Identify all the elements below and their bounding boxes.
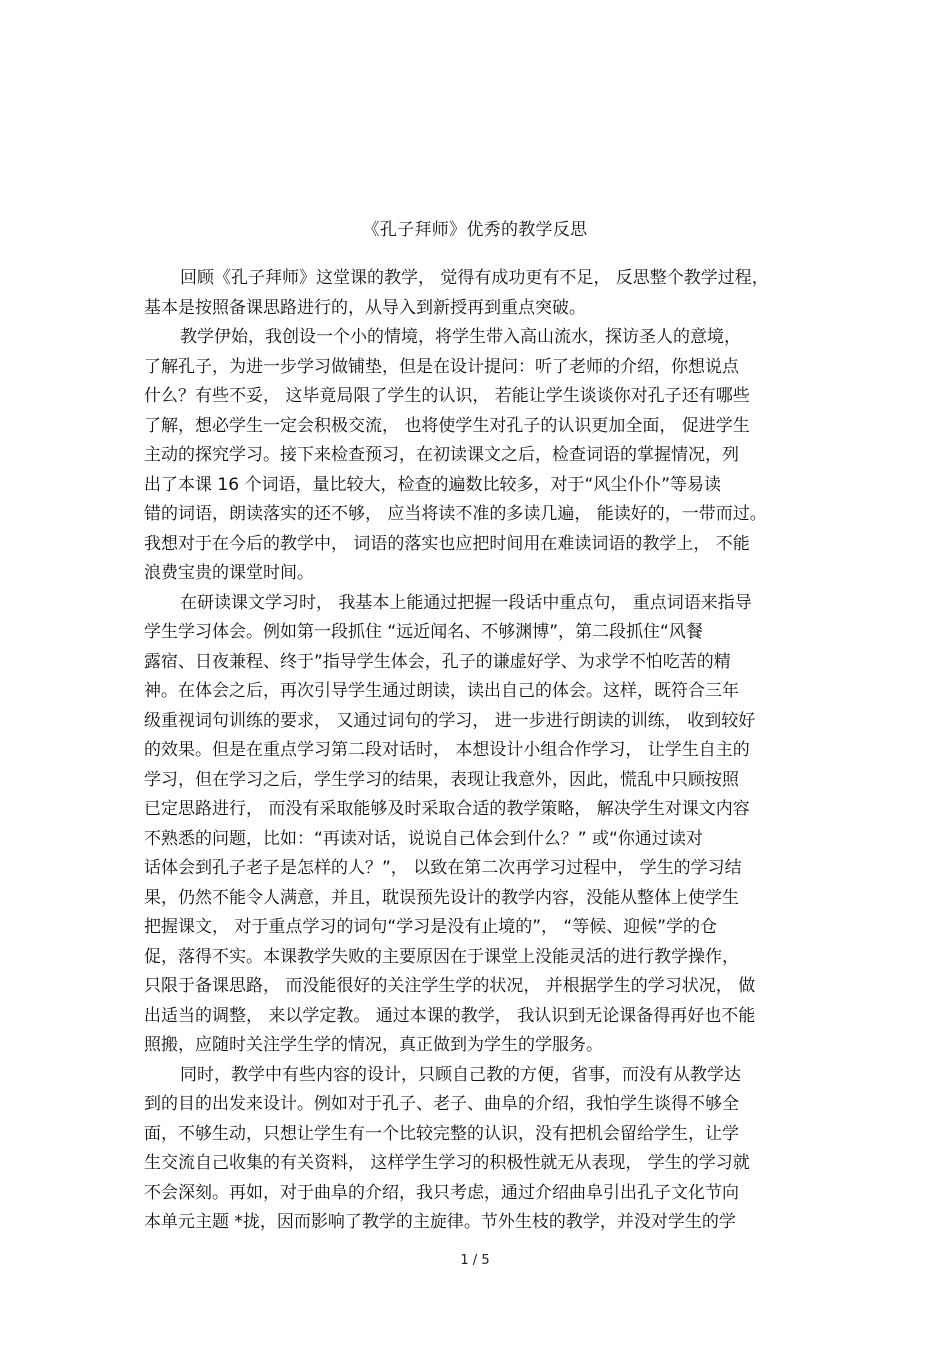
page-number: 1 / 5 xyxy=(460,1253,490,1268)
text-line: 已定思路进行， 而没有采取能够及时采取合适的教学策略， 解决学生对课文内容 xyxy=(144,799,750,819)
text-line: 面，不够生动，只想让学生有一个比较完整的认识，没有把机会留给学生，让学 xyxy=(144,1123,739,1144)
text-line: 果，仍然不能令人满意，并且，耽误预先设计的教学内容，没能从整体上使学生 xyxy=(144,887,739,908)
text-line: 促，落得不实。本课教学失败的主要原因在于课堂上没能灵活的进行教学操作， xyxy=(144,946,739,967)
text-line: 了解，想必学生一定会积极交流， 也将使学生对孔子的认识更加全面， 促进学生 xyxy=(144,415,750,436)
text-line: 浪费宝贵的课堂时间。 xyxy=(144,563,314,583)
text-line: 我想对于在今后的教学中， 词语的落实也应把时间用在难读词语的教学上， 不能 xyxy=(144,533,750,554)
text-line: 学生学习体会。例如第一段抓住 “远近闻名、不够渊博”，第二段抓住“风餐 xyxy=(144,622,703,642)
text-line: 本单元主题 *拢，因而影响了教学的主旋律。节外生枝的教学，并没对学生的学 xyxy=(144,1212,736,1232)
text-line: 照搬，应随时关注学生学的情况，真正做到为学生的学服务。 xyxy=(144,1035,603,1055)
document-body xyxy=(144,264,809,1238)
text-line: 基本是按照备课思路进行的，从导入到新授再到重点突破。 xyxy=(144,297,586,318)
text-line: 只限于备课思路， 而没能很好的关注学生学的状况， 并根据学生的学习状况， 做 xyxy=(144,976,756,996)
text-line: 级重视词句训练的要求， 又通过词句的学习， 进一步进行朗读的训练， 收到较好 xyxy=(144,710,756,731)
text-line: 到的目的出发来设计。例如对于孔子、老子、曲阜的介绍，我怕学生谈得不够全 xyxy=(144,1094,739,1114)
document-title: 《孔子拜师》优秀的教学反思 xyxy=(362,220,588,240)
text-line: 在研读课文学习时， 我基本上能通过把握一段话中重点句， 重点词语来指导 xyxy=(180,592,752,613)
text-line: 同时，教学中有些内容的设计，只顾自己教的方便，省事，而没有从教学达 xyxy=(180,1064,741,1085)
text-line: 生交流自己收集的有关资料， 这样学生学习的积极性就无从表现， 学生的学习就 xyxy=(144,1153,750,1173)
text-line: 把握课文， 对于重点学习的词句“学习是没有止境的”， “等候、迎候”学的仓 xyxy=(144,917,718,937)
text-line: 学习，但在学习之后，学生学习的结果，表现让我意外，因此，慌乱中只顾按照 xyxy=(144,769,739,790)
text-line: 回顾《孔子拜师》这堂课的教学， 觉得有成功更有不足， 反思整个教学过程， xyxy=(180,268,769,288)
text-line: 出适当的调整， 来以学定教。 通过本课的教学， 我认识到无论课备得再好也不能 xyxy=(144,1005,756,1026)
text-line: 主动的探究学习。接下来检查预习，在初读课文之后，检查词语的掌握情况，列 xyxy=(144,445,739,465)
text-line: 不会深刻。再如，对于曲阜的介绍，我只考虑，通过介绍曲阜引出孔子文化节向 xyxy=(144,1182,739,1203)
text-line: 了解孔子，为进一步学习做铺垫，但是在设计提问：听了老师的介绍，你想说点 xyxy=(144,356,739,377)
text-line: 不熟悉的问题，比如：“再读对话，说说自己体会到什么？” 或“你通过读对 xyxy=(144,828,703,849)
text-line: 话体会到孔子老子是怎样的人？”， 以致在第二次再学习过程中， 学生的学习结 xyxy=(144,858,742,878)
text-line: 错的词语，朗读落实的还不够， 应当将读不准的多读几遍， 能读好的，一带而过。 xyxy=(144,504,767,524)
text-line: 出了本课 16 个词语，量比较大，检查的遍数比较多，对于“风尘仆仆”等易读 xyxy=(144,474,722,495)
text-line: 的效果。但是在重点学习第二段对话时， 本想设计小组合作学习， 让学生自主的 xyxy=(144,740,750,760)
text-line: 什么？有些不妥， 这毕竟局限了学生的认识， 若能让学生谈谈你对孔子还有哪些 xyxy=(144,386,750,406)
text-line: 教学伊始，我创设一个小的情境，将学生带入高山流水，探访圣人的意境， xyxy=(180,327,741,347)
text-line: 神。在体会之后，再次引导学生通过朗读，读出自己的体会。这样，既符合三年 xyxy=(144,681,739,701)
text-line: 露宿、日夜兼程、终于”指导学生体会，孔子的谦虚好学、为求学不怕吃苦的精 xyxy=(144,651,731,672)
